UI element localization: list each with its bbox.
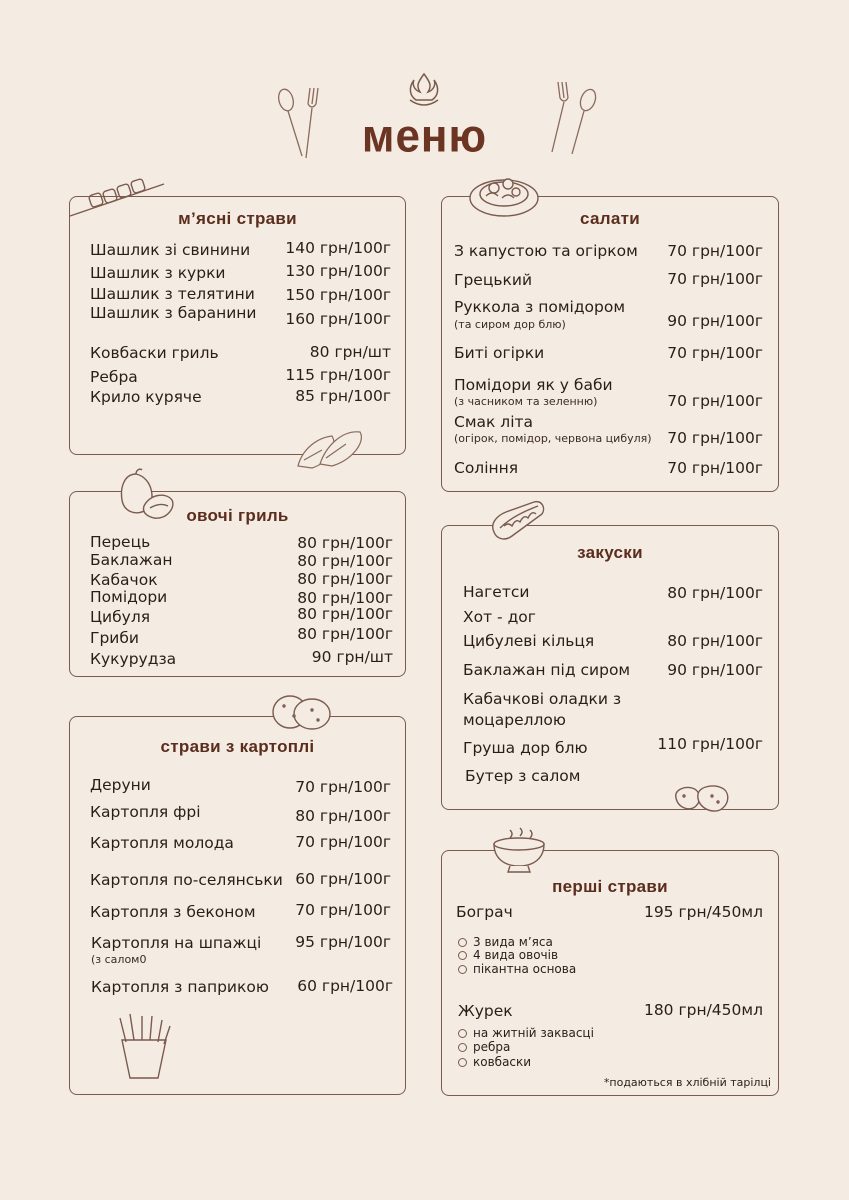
menu-item-price: 80 грн/100г — [295, 807, 391, 825]
menu-item-name: Помідори — [90, 588, 168, 606]
menu-item-name: Шашлик з баранини — [90, 304, 257, 322]
menu-item-name: З капустою та огірком — [454, 242, 638, 260]
menu-item-name: Деруни — [90, 776, 151, 794]
menu-item-price: 90 грн/100г — [667, 661, 763, 679]
nuggets-icon — [670, 780, 734, 820]
menu-item-price: 150 грн/100г — [285, 286, 391, 304]
bullet-item: 4 вида овочів — [458, 948, 558, 962]
menu-item-name: Картопля фрі — [90, 803, 201, 821]
menu-item-name: Журек — [458, 1002, 513, 1020]
menu-item-name: Хот - дог — [463, 608, 536, 626]
menu-item-price: 80 грн/100г — [297, 605, 393, 623]
menu-item-price: 70 грн/100г — [295, 901, 391, 919]
menu-item-price: 80 грн/шт — [309, 343, 391, 361]
menu-item-price: 80 грн/100г — [667, 584, 763, 602]
menu-item-name: Груша дор блю — [463, 739, 588, 757]
flame-icon — [402, 70, 446, 110]
menu-item-name: Картопля на шпажці — [91, 934, 262, 952]
pepper-icon — [116, 466, 178, 526]
menu-item-price: 95 грн/100г — [295, 933, 391, 951]
menu-item-price: 70 грн/100г — [667, 429, 763, 447]
menu-item-name: Картопля по-селянськи — [90, 871, 283, 889]
menu-item-price: 70 грн/100г — [295, 778, 391, 796]
menu-item-name: Помідори як у баби — [454, 376, 613, 394]
page-title: меню — [361, 110, 488, 163]
menu-item-note: (з салом0 — [91, 953, 147, 966]
section-title: перші страви — [552, 877, 668, 896]
menu-item-name: Кукурудза — [90, 650, 177, 668]
menu-item-name: Ребра — [90, 368, 138, 386]
menu-item-price: 70 грн/100г — [667, 459, 763, 477]
footnote: *подаються в хлібній тарілці — [603, 1076, 771, 1089]
menu-item-price: 70 грн/100г — [667, 242, 763, 260]
menu-item-price: 90 грн/шт — [311, 648, 393, 666]
menu-item-price: 115 грн/100г — [285, 366, 391, 384]
menu-item-name: Кабачкові оладки з — [463, 690, 622, 708]
soup-bowl-icon — [490, 826, 548, 874]
fries-icon — [112, 1012, 174, 1082]
menu-item-name: Картопля молода — [90, 834, 234, 852]
menu-item-name: Баклажан — [90, 551, 173, 569]
hotdog-icon — [488, 498, 548, 544]
menu-item-name: Бутер з салом — [465, 767, 581, 785]
bullet-item: на житній заквасці — [458, 1026, 594, 1040]
menu-item-name: Шашлик з курки — [90, 264, 226, 282]
menu-item-name: Картопля з беконом — [90, 903, 256, 921]
section-title: закуски — [577, 543, 643, 562]
skewer-icon — [68, 180, 168, 220]
salad-bowl-icon — [468, 172, 540, 220]
menu-item-price: 70 грн/100г — [667, 270, 763, 288]
menu-item-price: 70 грн/100г — [667, 344, 763, 362]
menu-item-name: Шашлик з телятини — [90, 285, 255, 303]
menu-item-price: 80 грн/100г — [667, 632, 763, 650]
menu-item-name: Биті огірки — [454, 344, 545, 362]
menu-item-price: 60 грн/100г — [295, 870, 391, 888]
menu-item-price: 70 грн/100г — [295, 833, 391, 851]
menu-item-price: 195 грн/450мл — [643, 903, 763, 921]
menu-item-name: Смак літа — [454, 413, 534, 431]
menu-item-price: 140 грн/100г — [285, 239, 391, 257]
menu-item-name: Картопля з паприкою — [91, 978, 269, 996]
menu-item-note: (з часником та зеленню) — [454, 395, 598, 408]
menu-item-name: Цибулеві кільця — [463, 632, 595, 650]
menu-item-name: Баклажан під сиром — [463, 661, 631, 679]
menu-item-name: Шашлик зі свинини — [90, 241, 251, 259]
menu-item-price: 80 грн/100г — [297, 552, 393, 570]
section-title: салати — [580, 209, 640, 228]
menu-item-name: Крило куряче — [90, 388, 202, 406]
section-title: овочі гриль — [186, 506, 289, 525]
menu-item-name: Бограч — [456, 903, 513, 921]
menu-item-note: (огірок, помідор, червона цибуля) — [454, 432, 652, 445]
bullet-item: 3 вида м’яса — [458, 935, 553, 949]
menu-item-name: Соління — [454, 459, 519, 477]
menu-item-price: 110 грн/100г — [657, 735, 763, 753]
bullet-item: пікантна основа — [458, 962, 576, 976]
menu-item-note: (та сиром дор блю) — [454, 318, 566, 331]
menu-item-name: Ковбаски гриль — [90, 344, 219, 362]
menu-item-price: 130 грн/100г — [285, 262, 391, 280]
wings-icon — [292, 420, 372, 472]
menu-item-price: 70 грн/100г — [667, 392, 763, 410]
potato-icon — [268, 690, 334, 734]
menu-item-name: моцареллою — [463, 711, 566, 729]
menu-item-name: Нагетси — [463, 583, 530, 601]
bullet-item: ребра — [458, 1040, 510, 1054]
menu-item-price: 180 грн/450мл — [643, 1001, 763, 1019]
menu-item-name: Грецький — [454, 271, 533, 289]
section-title: страви з картоплі — [160, 737, 315, 756]
menu-item-price: 85 грн/100г — [295, 387, 391, 405]
menu-item-price: 90 грн/100г — [667, 312, 763, 330]
menu-item-name: Кабачок — [90, 571, 158, 589]
menu-item-price: 80 грн/100г — [297, 570, 393, 588]
menu-item-name: Цибуля — [90, 608, 151, 626]
menu-item-price: 80 грн/100г — [297, 625, 393, 643]
menu-item-name: Руккола з помідором — [454, 298, 626, 316]
bullet-item: ковбаски — [458, 1055, 531, 1069]
section-title: м’ясні страви — [178, 209, 297, 228]
menu-item-name: Перець — [90, 533, 151, 551]
menu-item-price: 80 грн/100г — [297, 589, 393, 607]
menu-item-name: Гриби — [90, 629, 139, 647]
menu-item-price: 160 грн/100г — [285, 310, 391, 328]
menu-item-price: 80 грн/100г — [297, 534, 393, 552]
menu-item-price: 60 грн/100г — [297, 977, 393, 995]
